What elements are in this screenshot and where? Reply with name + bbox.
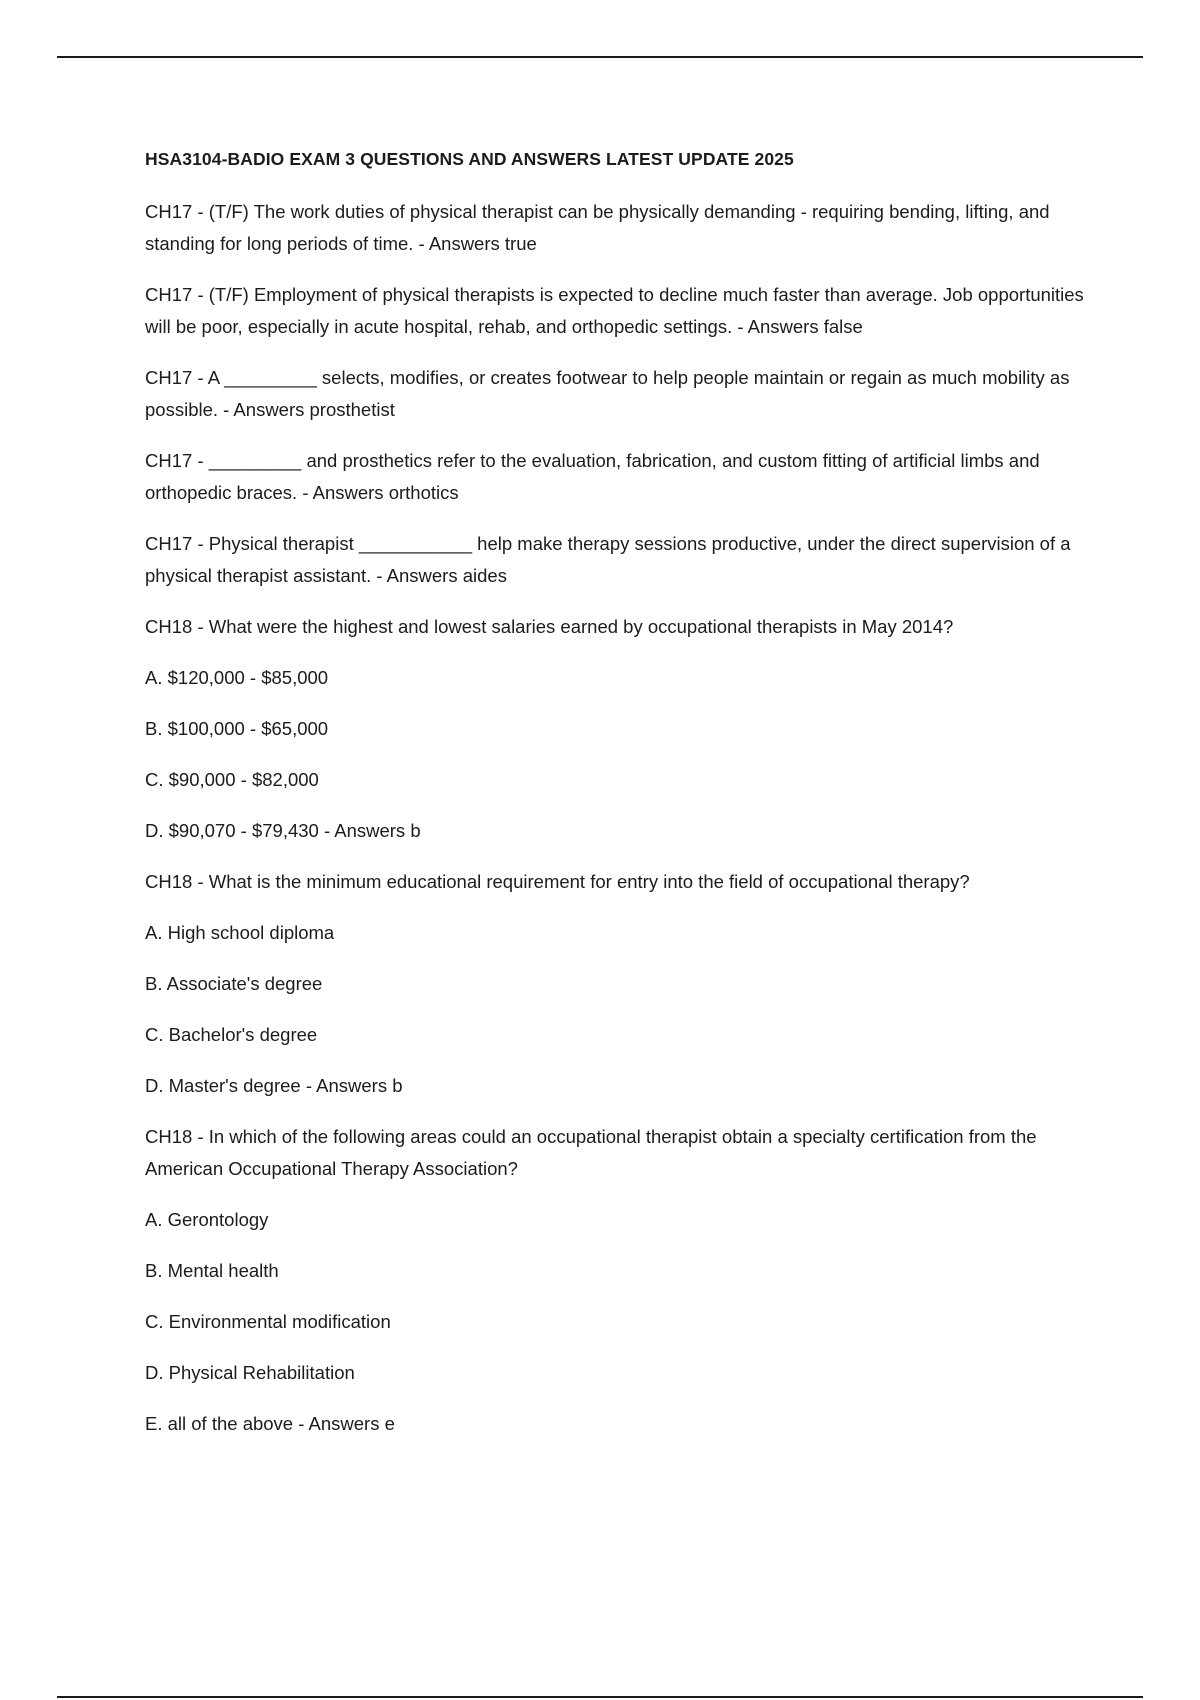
header-rule (57, 56, 1143, 58)
answer-option: D. $90,070 - $79,430 - Answers b (145, 820, 421, 841)
answer-option: B. Mental health (145, 1260, 279, 1281)
question-ch17-employment: CH17 - (T/F) Employment of physical therapists is expected to decline much faster than average. Job opportunities will be poor, especially in acute hospital, rehab, and orthopedic settings. - Answers false (145, 284, 1084, 337)
document-body (145, 144, 1090, 1459)
answer-option: D. Master's degree - Answers b (145, 1075, 403, 1096)
answer-option: B. $100,000 - $65,000 (145, 718, 329, 739)
question-ch18-salaries: CH18 - What were the highest and lowest salaries earned by occupational therapists in May 2014? (145, 616, 954, 637)
question-ch18-certification: CH18 - In which of the following areas could an occupational therapist obtain a specialty certification from the American Occupational Therapy Association? (145, 1126, 1037, 1179)
question-ch18-education: CH18 - What is the minimum educational requirement for entry into the field of occupational therapy? (145, 871, 970, 892)
answer-option: C. Environmental modification (145, 1311, 391, 1332)
question-ch17-work-duties: CH17 - (T/F) The work duties of physical therapist can be physically demanding - requiring bending, lifting, and standing for long periods of time. - Answers true (145, 201, 1050, 254)
answer-option: E. all of the above - Answers e (145, 1413, 395, 1434)
question-ch17-aides: CH17 - Physical therapist ___________ help make therapy sessions productive, under the direct supervision of a physical therapist assistant. - Answers aides (145, 533, 1071, 586)
answer-option: A. $120,000 - $85,000 (145, 667, 329, 688)
answer-option: D. Physical Rehabilitation (145, 1362, 355, 1383)
answer-option: C. Bachelor's degree (145, 1024, 318, 1045)
answer-option: A. Gerontology (145, 1209, 269, 1230)
answer-option: A. High school diploma (145, 922, 335, 943)
footer-rule (57, 1696, 1143, 1698)
question-ch17-orthotics: CH17 - _________ and prosthetics refer to the evaluation, fabrication, and custom fitting of artificial limbs and orthopedic braces. - Answers orthotics (145, 450, 1040, 503)
answer-option: C. $90,000 - $82,000 (145, 769, 319, 790)
document-title: HSA3104-BADIO EXAM 3 QUESTIONS AND ANSWERS LATEST UPDATE 2025 (145, 149, 794, 169)
answer-option: B. Associate's degree (145, 973, 323, 994)
question-ch17-footwear: CH17 - A _________ selects, modifies, or creates footwear to help people maintain or regain as much mobility as possible. - Answers prosthetist (145, 367, 1070, 420)
